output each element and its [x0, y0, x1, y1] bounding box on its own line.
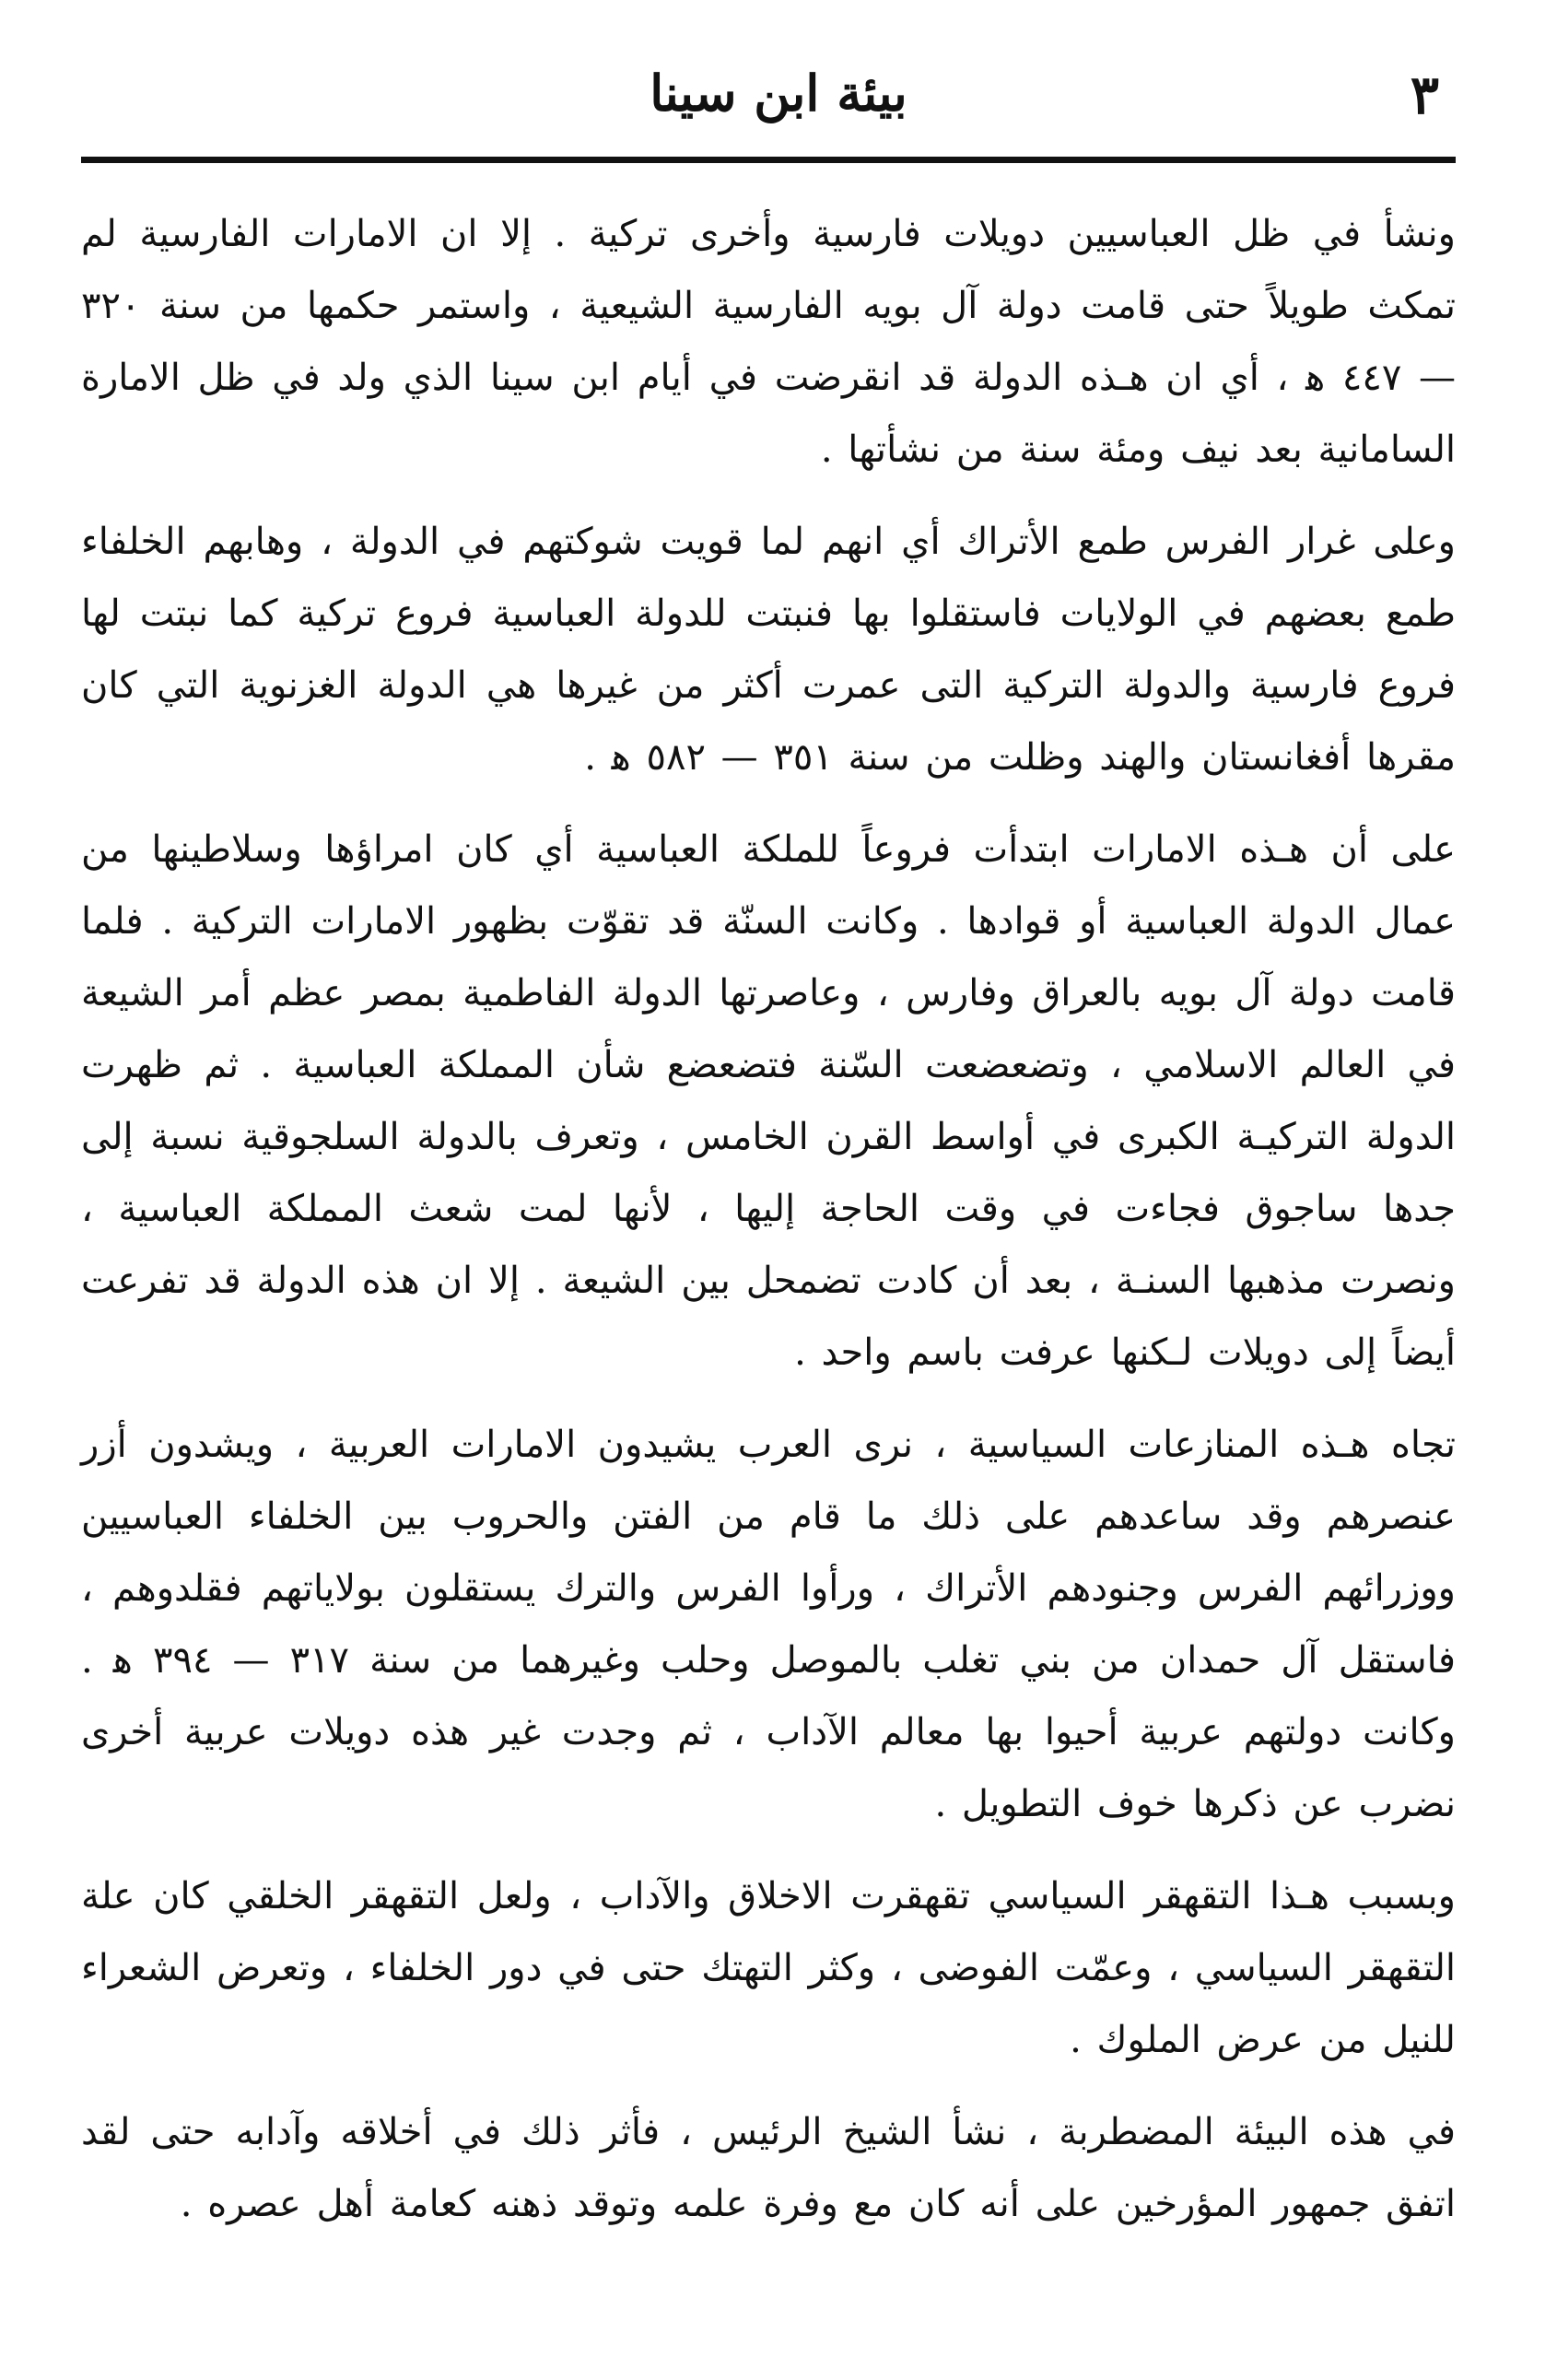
- running-title: بيئة ابن سينا: [650, 64, 907, 123]
- header-rule: [81, 157, 1456, 163]
- paragraph-4: تجاه هـذه المنازعات السياسية ، نرى العرب يشيدون الامارات العربية ، ويشدون أزر عنصرهم وقد ساعدهم على ذلك ما قام من الفتن والحروب بين الخلفاء العباسيين ووزرائهم الفرس وجنودهم الأتراك ، ورأوا الفرس والترك يستقلون بولاياتهم فقلدوهم ، فاستقل آل حمدان من بني تغلب بالموصل وحلب وغيرهما من سنة ٣١٧ — ٣٩٤ ﻫ . وكانت دولتهم عربية أحيوا بها معالم الآداب ، ثم وجدت غير هذه دويلات عربية أخرى نضرب عن ذكرها خوف التطويل .: [81, 1424, 1456, 1825]
- paragraph-5: وبسبب هـذا التقهقر السياسي تقهقرت الاخلاق والآداب ، ولعل التقهقر الخلقي كان علة التقهقر السياسي ، وعمّت الفوضى ، وكثر التهتك حتى في دور الخلفاء ، وتعرض الشعراء للنيل من عرض الملوك .: [81, 1875, 1456, 2061]
- paragraph-1: ونشأ في ظل العباسيين دويلات فارسية وأخرى تركية . إلا ان الامارات الفارسية لم تمكث طويلاً حتى قامت دولة آل بويه الفارسية الشيعية ، واستمر حكمها من سنة ٣٢٠ — ٤٤٧ ﻫ ، أي ان هـذه الدولة قد انقرضت في أيام ابن سينا الذي ولد في ظل الامارة السامانية بعد نيف ومئة سنة من نشأتها .: [81, 213, 1456, 471]
- paragraph-2: وعلى غرار الفرس طمع الأتراك أي انهم لما قويت شوكتهم في الدولة ، وهابهم الخلفاء طمع بعضهم في الولايات فاستقلوا بها فنبتت للدولة العباسية فروع تركية كما نبتت لها فروع فارسية والدولة التركية التى عمرت أكثر من غيرها هي الدولة الغزنوية التي كان مقرها أفغانستان والهند وظلت من سنة ٣٥١ — ٥٨٢ ﻫ .: [81, 521, 1456, 779]
- page-header: [81, 55, 1476, 157]
- paragraph-6: في هذه البيئة المضطربة ، نشأ الشيخ الرئيس ، فأثر ذلك في أخلاقه وآدابه حتى لقد اتفق جمهور المؤرخين على أنه كان مع وفرة علمه وتوقد ذهنه كعامة أهل عصره .: [81, 2111, 1456, 2225]
- body-text: [81, 198, 1456, 2260]
- paragraph-3: على أن هـذه الامارات ابتدأت فروعاً للملكة العباسية أي كان امراؤها وسلاطينها من عمال الدولة العباسية أو قوادها . وكانت السنّة قد تقوّت بظهور الامارات التركية . فلما قامت دولة آل بويه بالعراق وفارس ، وعاصرتها الدولة الفاطمية بمصر عظم أمر الشيعة في العالم الاسلامي ، وتضعضعت السّنة فتضعضع شأن المملكة العباسية . ثم ظهرت الدولة التركيـة الكبرى في أواسط القرن الخامس ، وتعرف بالدولة السلجوقية نسبة إلى جدها ساجوق فجاءت في وقت الحاجة إليها ، لأنها لمت شعث المملكة العباسية ، ونصرت مذهبها السنـة ، بعد أن كادت تضمحل بين الشيعة . إلا ان هذه الدولة قد تفرعت أيضاً إلى دويلات لـكنها عرفت باسم واحد .: [81, 828, 1456, 1374]
- page-number: ٣: [1410, 64, 1439, 126]
